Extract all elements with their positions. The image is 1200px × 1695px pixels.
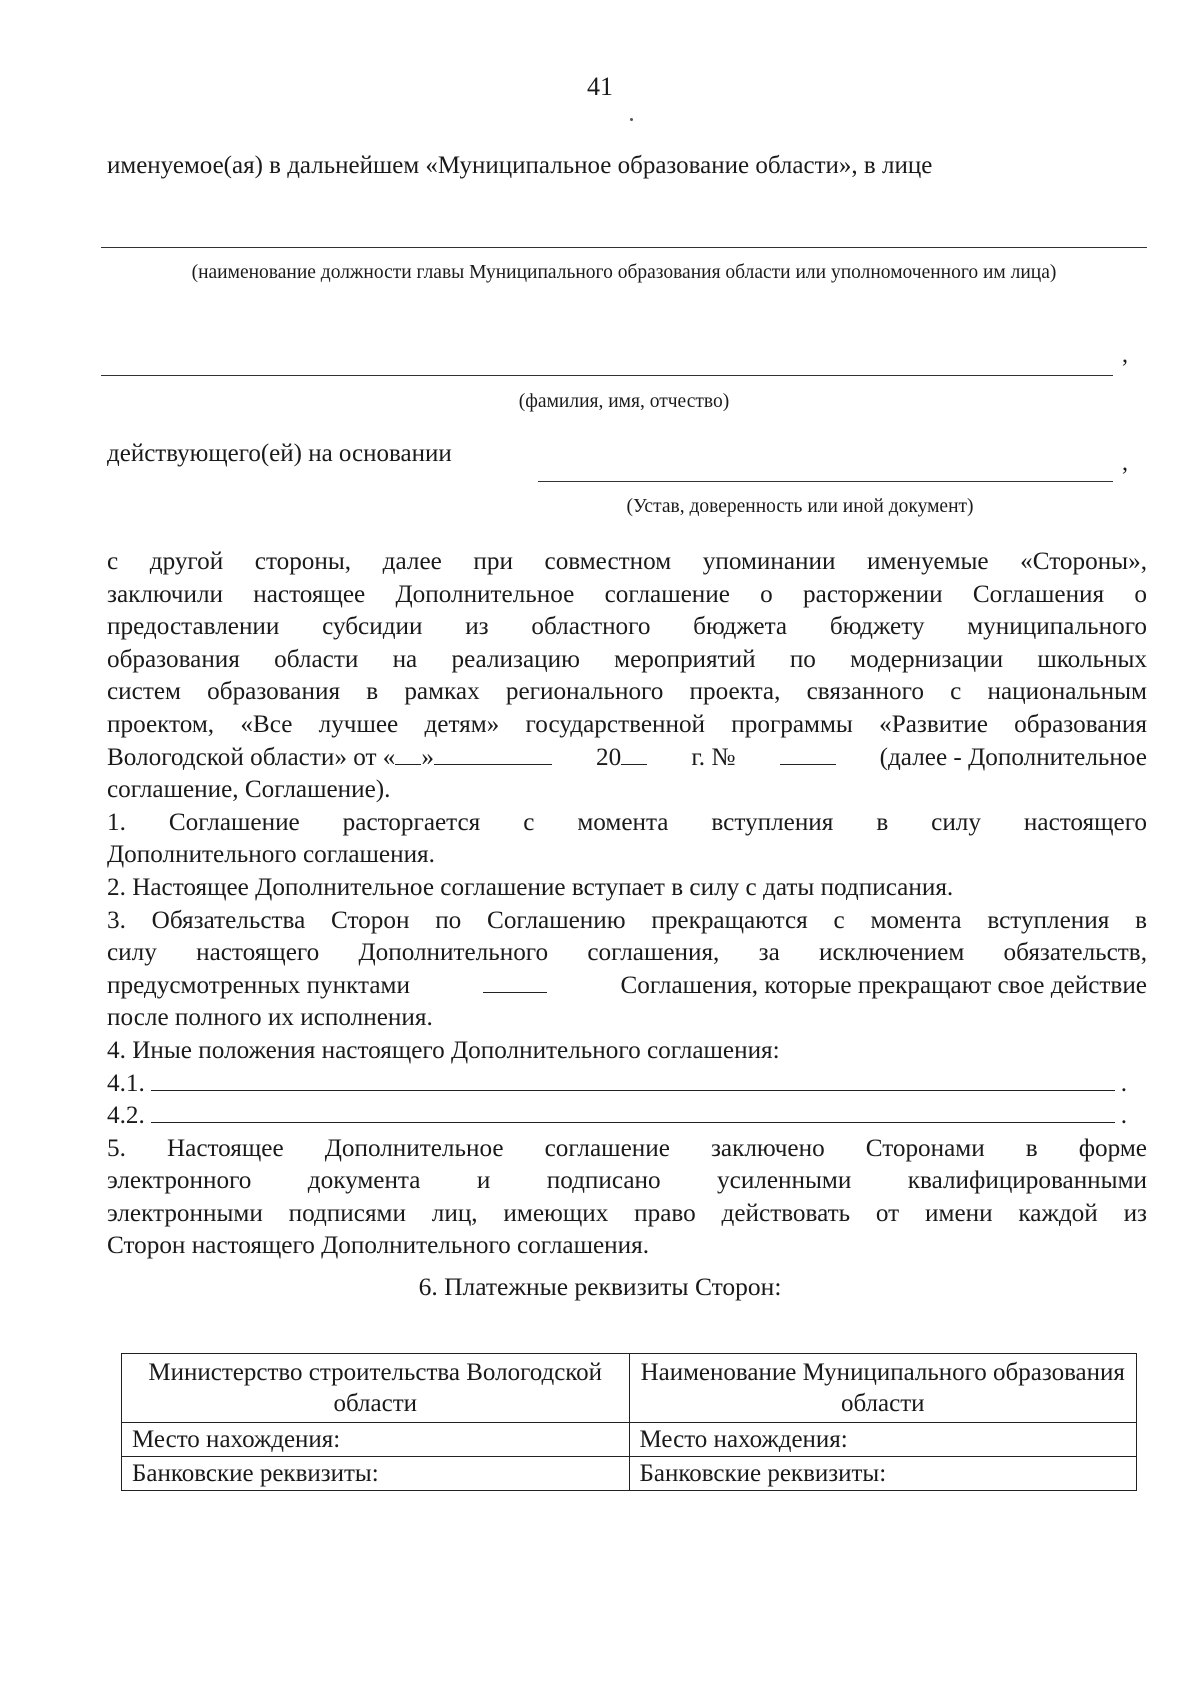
number-blank	[780, 742, 836, 765]
clause-5-line: электронными подписями лиц, имеющих право действовать от имени каждой из	[107, 1199, 1147, 1227]
fio-comma: ,	[1122, 342, 1128, 368]
table-row	[122, 1457, 1137, 1491]
table-row	[122, 1354, 1137, 1423]
day-blank	[395, 742, 421, 765]
clause-3-line: после полного их исполнения.	[107, 1004, 433, 1032]
clause-4-1-period: .	[1120, 1069, 1127, 1097]
acting-basis-label: действующего(ей) на основании	[107, 440, 452, 467]
basis-caption: (Устав, доверенность или иной документ)	[626, 496, 974, 517]
paragraph-line: предоставлении субсидии из областного бюджета бюджету муниципального	[107, 613, 1147, 641]
ministry-bank-cell: Банковские реквизиты:	[122, 1457, 630, 1491]
scan-dot-mark	[630, 118, 633, 121]
header-line-represented-by: именуемое(ая) в дальнейшем «Муниципальное образование области», в лице	[107, 152, 933, 179]
clause-3-line: силу настоящего Дополнительного соглашения, за исключением обязательств,	[107, 939, 1147, 967]
clause-4-line: 4. Иные положения настоящего Дополнительного соглашения:	[107, 1036, 780, 1064]
clause-3-continuation: Соглашения, которые прекращают свое действие	[620, 971, 1147, 999]
paragraph-line: образования области на реализацию мероприятий по модернизации школьных	[107, 645, 1147, 673]
page-number: 41	[587, 72, 613, 101]
paragraph-line: проектом, «Все лучшее детям» государственной программы «Развитие образования	[107, 710, 1147, 738]
paragraph-line-date	[107, 742, 1147, 775]
clause-5-line: 5. Настоящее Дополнительное соглашение заключено Сторонами в форме	[107, 1134, 1147, 1162]
clause-5-line: Сторон настоящего Дополнительного соглашения.	[107, 1232, 650, 1260]
from-date-quote: »	[421, 743, 434, 771]
municipality-location-cell: Место нахождения:	[629, 1423, 1137, 1457]
basis-comma: ,	[1122, 450, 1128, 476]
ministry-location-cell: Место нахождения:	[122, 1423, 630, 1457]
clause-4-1-row	[107, 1068, 1127, 1101]
clause-1-line: Дополнительного соглашения.	[107, 841, 435, 869]
clause-4-1-label: 4.1.	[107, 1069, 145, 1097]
fio-blank-line	[101, 375, 1113, 376]
clause-4-2-row	[107, 1100, 1127, 1133]
clause-4-2-blank	[151, 1100, 1115, 1123]
clause-4-1-blank	[151, 1068, 1115, 1091]
month-blank	[434, 742, 552, 765]
paragraph-line: заключили настоящее Дополнительное соглашение о расторжении Соглашения о	[107, 580, 1147, 608]
ministry-header-cell: Министерство строительства Вологодской области	[122, 1354, 630, 1423]
paragraph-line: с другой стороны, далее при совместном упоминании именуемые «Стороны»,	[107, 548, 1147, 575]
year-prefix: 20	[596, 743, 622, 771]
from-date-label: Вологодской области» от «	[107, 743, 396, 771]
table-row	[122, 1423, 1137, 1457]
paragraph-line: соглашение, Соглашение).	[107, 776, 391, 804]
clause-5-line: электронного документа и подписано усиленными квалифицированными	[107, 1167, 1147, 1195]
clause-3-line	[107, 970, 1147, 1003]
payment-details-table	[121, 1353, 1137, 1491]
hereinafter-label: (далее - Дополнительное	[879, 743, 1147, 771]
agreement-paragraph	[107, 546, 1147, 1263]
fio-caption: (фамилия, имя, отчество)	[518, 391, 730, 412]
clause-2-line: 2. Настоящее Дополнительное соглашение вступает в силу с даты подписания.	[107, 873, 954, 901]
clause-4-2-period: .	[1120, 1102, 1127, 1130]
section-6-title: 6. Платежные реквизиты Сторон:	[418, 1272, 782, 1301]
clause-points-blank	[483, 970, 547, 993]
clause-4-2-label: 4.2.	[107, 1102, 145, 1130]
clause-3-line: 3. Обязательства Сторон по Соглашению прекращаются с момента вступления в	[107, 906, 1147, 934]
number-label: г. №	[691, 743, 736, 771]
basis-blank-line	[538, 481, 1113, 482]
clause-1-line: 1. Соглашение расторгается с момента вступления в силу настоящего	[107, 808, 1147, 836]
municipality-header-cell: Наименование Муниципального образования области	[629, 1354, 1137, 1423]
position-caption: (наименование должности главы Муниципального образования области или уполномоченного им лица)	[191, 262, 1057, 283]
year-blank	[621, 742, 647, 765]
clause-3-provided-label: предусмотренных пунктами	[107, 971, 410, 999]
paragraph-line: систем образования в рамках регионального проекта, связанного с национальным	[107, 678, 1147, 706]
municipality-bank-cell: Банковские реквизиты:	[629, 1457, 1137, 1491]
position-blank-line	[101, 247, 1147, 248]
